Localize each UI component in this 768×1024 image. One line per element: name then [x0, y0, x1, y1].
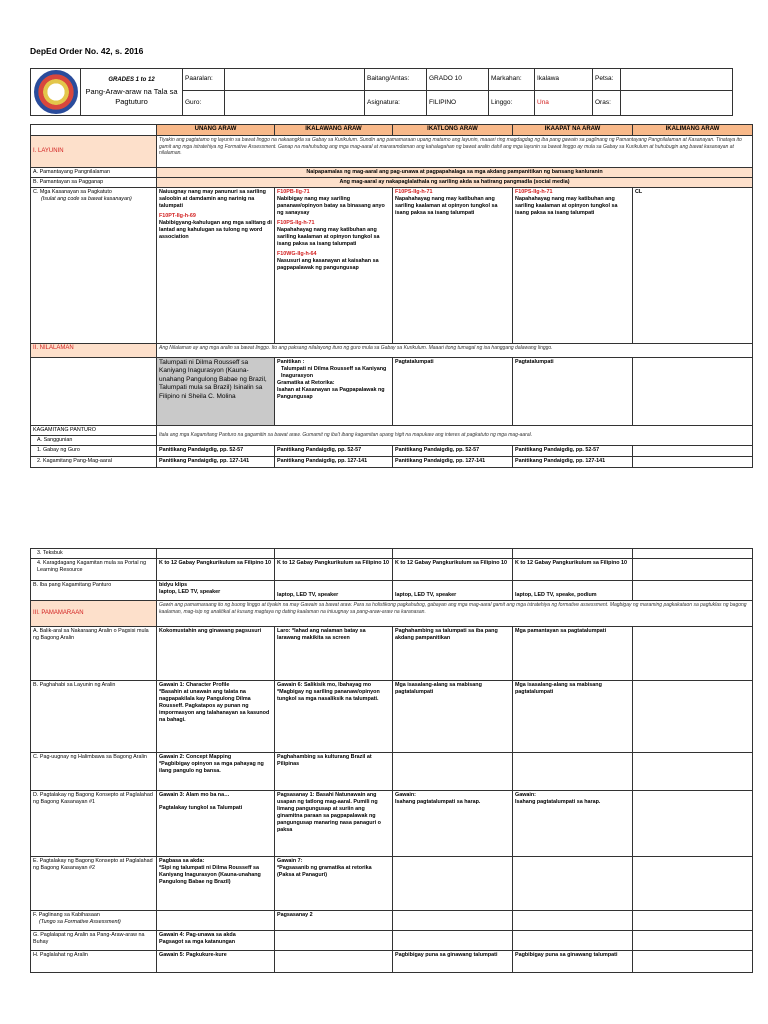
iba-pang-kagamitan-day1-a: bidyu klips: [159, 582, 188, 589]
day-header-row: [31, 125, 753, 136]
pamantayang-pangnilalaman-label: A. Pamantayang Pangnilalaman: [31, 168, 157, 178]
pamamaraan-label: III. PAMAMARAAN: [31, 601, 157, 627]
deped-order: DepEd Order No. 42, s. 2016: [30, 46, 144, 56]
pagtalakay-1-label: D. Pagtalakay ng Bagong Konsepto at Paglalahad ng Bagong Kasanayan #1: [31, 791, 157, 857]
asignatura-value[interactable]: FILIPINO: [427, 90, 489, 115]
teksbuk-row: [31, 549, 753, 559]
pagtalakay-1-day3-text: Isahang pagtatalumpati sa harap.: [395, 799, 481, 806]
paglalahat-label: H. Paglalahat ng Aralin: [31, 951, 157, 973]
paaralan-label: Paaralan:: [183, 69, 225, 91]
day-4-header: IKAAPAT NA ARAW: [513, 125, 633, 136]
nilalaman-day2: [275, 358, 393, 426]
balik-aral-day4: Mga pamantayan sa pagtatalumpati: [513, 627, 633, 681]
paghahabi-day1-title: Gawain 1: Character Profile: [159, 682, 230, 689]
karagdagang-day1: K to 12 Gabay Pangkurikulum sa Filipino 10: [157, 559, 275, 581]
pagtalakay-2-row: [31, 857, 753, 911]
paglalahat-day1: Gawain 5: Pagkukure-kure: [157, 951, 275, 973]
kasanayan-day2-text: Nabibigay nang may sariling pananaw/opinyon batay sa binasang anyo ng sanaysay: [277, 196, 385, 217]
pag-uugnay-day2: Paghahambing sa kulturang Brazil at Pilipinas: [275, 753, 393, 791]
nilalaman-day2-a: Panitikan :: [277, 359, 305, 366]
gabay-guro-day4: Panitikang Pandaigdig, pp. 52-57: [513, 446, 633, 457]
pagtalakay-2-label: E. Pagtalakay ng Bagong Konsepto at Paglalahad ng Bagong Kasanayan #2: [31, 857, 157, 911]
pamamaraan-row: [31, 601, 753, 627]
kagamitang-mag-aaral-day2: Panitikang Pandaigdig, pp. 127-141: [275, 457, 393, 468]
paghahabi-day3: Mga isasalang-alang sa mabisang pagtatalumpati: [393, 681, 513, 753]
nilalaman-label: II. NILALAMAN: [31, 344, 157, 358]
kagamitang-mag-aaral-day1: Panitikang Pandaigdig, pp. 127-141: [157, 457, 275, 468]
paglalapat-day1-text: Pagsagot sa mga katanungan: [159, 939, 236, 946]
deped-seal-icon: [34, 70, 78, 114]
layunin-desc: Tiyakin ang pagtatamo ng layunin sa bawat linggo na nakaangkla sa Gabay sa Kurikulum. Sundin ang pamamaraan upang matamo ang layunin, maaari ring magdagdag ng iba pang gawain sa paglinang ng Pamantayang Pangnilalaman at Kasanayan. Tinataya ito gamit ang mga istratehiya ng Formative Assessment. Ganap na mahuhubog ang mga mag-aaral at mararamdaman ang kahalagahan ng bawat aralin dahil ang mga layunin sa bawat linggo ay mula sa Gabay sa Kurikulum at huhubugin ang bawat kasanayan at nilalaman.: [157, 136, 753, 168]
paghahabi-day2-text: *Magbigay ng sariling pananaw/opinyon tungkol sa mga nasaliksik na talumpati.: [277, 689, 380, 703]
kasanayan-day2-code2: F10PS-IIg-h-71: [277, 220, 315, 227]
paghahabi-label: B. Paghahabi sa Layunin ng Aralin: [31, 681, 157, 753]
gabay-guro-day2: Panitikang Pandaigdig, pp. 52-57: [275, 446, 393, 457]
kasanayan-day2-code3: F10WG-IIg-h-64: [277, 251, 317, 258]
asignatura-label: Asignatura:: [365, 90, 427, 115]
nilalaman-day2-d: Isahan at Kasanayan sa Pagpapalawak ng Pangungusap: [277, 387, 385, 401]
pamantayan-pagganap-value: Ang mag-aaral ay nakapaglalathala ng sariling akda sa hatirang pangmadla (social media): [157, 178, 753, 188]
paglalahat-day4: Pagbibigay puna sa ginawang talumpati: [513, 951, 633, 973]
layunin-label: I. LAYUNIN: [31, 136, 157, 168]
kasanayan-day4-code: F10PS-IIg-h-71: [515, 189, 553, 196]
nilalaman-desc: Ang Nilalaman ay ang mga aralin sa bawat linggo. Ito ang paksang nilalayong ituro ng guro mula sa Gabay sa Kurikulum. Maaari itong tumagal ng isa hanggang dalawang linggo.: [157, 344, 753, 358]
kagamitan-desc: Itala ang mga Kagamitang Panturo na gagamitin sa bawat araw. Gumamit ng iba't ibang kagamitan upang higit na mapukaw ang interes at pagkatuto ng mga mag-aaral.: [157, 426, 753, 446]
kasanayan-day3-text: Napahahayag nang may katibuhan ang sariling kaalaman at opinyon tungkol sa isang paksa sa isang talumpati: [395, 196, 498, 217]
pamamaraan-desc: Gawin ang pamamaraang ito ng buong linggo at tiyakin na may Gawain sa bawat araw. Para sa holistikong pagkahubog, gabayan ang mga mag-aaral gamit ang mga istratehiya ng formative assessment. Magbigay ng maraming pagkakataon sa pagtuklas ng bagong kaalaman, mag-isip ng analitikal at kusang magtaya ng dating kaalaman na iniuugnay sa pang-araw-araw na karanasan.: [157, 601, 753, 627]
dll-table-part2: [30, 548, 753, 973]
kagamitang-mag-aaral-day4: Panitikang Pandaigdig, pp. 127-141: [513, 457, 633, 468]
title-cell: [81, 69, 183, 116]
paaralan-value[interactable]: [225, 69, 365, 91]
day-3-header: IKATLONG ARAW: [393, 125, 513, 136]
pagtalakay-1-day4-text: Isahang pagtatalumpati sa harap.: [515, 799, 601, 806]
baitang-value[interactable]: GRADO 10: [427, 69, 489, 91]
day-5-header: IKALIMANG ARAW: [633, 125, 753, 136]
iba-pang-kagamitan-row: [31, 581, 753, 601]
pagtalakay-1-row: [31, 791, 753, 857]
grades-label: GRADES 1 to 12: [108, 77, 155, 84]
kasanayan-day2-code: F10PB-IIg-71: [277, 189, 310, 196]
balik-aral-label: A. Balik-aral sa Nakaraang Aralin o Pagsisi mula ng Bagong Aralin: [31, 627, 157, 681]
pamantayang-pangnilalaman-value: Naipapamalas ng mag-aaral ang pag-unawa at pagpapahalaga sa mga akdang pampanitikan ng bansang kanluranin: [157, 168, 753, 178]
gabay-guro-day3: Panitikang Pandaigdig, pp. 52-57: [393, 446, 513, 457]
pagtalakay-1-day1: [157, 791, 275, 857]
teksbuk-label: 3. Teksbuk: [31, 549, 157, 559]
nilalaman-day4: Pagtatalumpati: [513, 358, 633, 426]
header-table: [30, 68, 733, 116]
paghahabi-day2: [275, 681, 393, 753]
pagtalakay-1-day3-title: Gawain:: [395, 792, 416, 799]
kasanayan-day4: [513, 188, 633, 344]
markahan-value[interactable]: Ikalawa: [535, 69, 593, 91]
linggo-value[interactable]: Una: [535, 90, 593, 115]
seal-cell: [31, 69, 81, 116]
oras-label: Oras:: [593, 90, 621, 115]
balik-aral-row: [31, 627, 753, 681]
iba-pang-kagamitan-day1: [157, 581, 275, 601]
kasanayan-day2-text3: Nasusuri ang kasanayan at kaisahan sa pagpapalawak ng pangungusap: [277, 258, 379, 272]
nilalaman-day2-c: Gramatika at Retorika:: [277, 380, 335, 387]
gabay-guro-day1: Panitikang Pandaigdig, pp. 52-57: [157, 446, 275, 457]
pagtalakay-1-day2: Pagsasanay 1: Basahi Natunawain ang usapan ng tatlong mag-aaral. Pumili ng limang pangungusap at suriin ang ginamitna paraan sa pagpapalawak ng pangungusap manaring nasa panaguri o paksa: [275, 791, 393, 857]
iba-pang-kagamitan-label: B. Iba pang Kagamitang Panturo: [31, 581, 157, 601]
karagdagang-day3: K to 12 Gabay Pangkurikulum sa Filipino 10: [393, 559, 513, 581]
petsa-value[interactable]: [621, 69, 733, 91]
pag-uugnay-day1: [157, 753, 275, 791]
nilalaman-day2-b: Talumpati ni Dilma Rousseff sa Kaniyang Inagurasyon: [281, 366, 387, 380]
karagdagang-row: [31, 559, 753, 581]
guro-label: Guro:: [183, 90, 225, 115]
baitang-label: Baitang/Antas:: [365, 69, 427, 91]
kasanayan-day3-code: F10PS-IIg-h-71: [395, 189, 433, 196]
paglalahat-row: [31, 951, 753, 973]
kasanayan-day1-code: F10PT-IIg-h-69: [159, 213, 196, 220]
pag-uugnay-day1-text: *Pagbibigay opinyon sa mga pahayag ng ilang pangulo ng bansa.: [159, 761, 264, 775]
paghahabi-day4: Mga isasalang-alang sa mabisang pagtatalumpati: [513, 681, 633, 753]
linggo-label: Linggo:: [489, 90, 535, 115]
kagamitang-mag-aaral-label: 2. Kagamitang Pang-Mag-aaral: [31, 457, 157, 468]
iba-pang-kagamitan-day4: laptop, LED TV, speake, podium: [513, 581, 633, 601]
paglinang-day2: Pagsasanay 2: [275, 911, 393, 931]
kasanayan-day2: [275, 188, 393, 344]
markahan-label: Markahan:: [489, 69, 535, 91]
kasanayan-day1-text: Naiuugnay nang may panunuri sa sariling saloobin at damdamin ang narinig na talumpati: [159, 189, 266, 210]
pagtalakay-2-day1: [157, 857, 275, 911]
balik-aral-day1: Kokomustahin ang ginawang pagsusuri: [157, 627, 275, 681]
nilalaman-day3: Pagtatalumpati: [393, 358, 513, 426]
pag-uugnay-day1-title: Gawain 2: Concept Mapping: [159, 754, 232, 761]
sanggunian-label: A. Sanggunian: [31, 436, 157, 446]
kasanayan-day3: [393, 188, 513, 344]
kagamitang-mag-aaral-day3: Panitikang Pandaigdig, pp. 127-141: [393, 457, 513, 468]
paglalapat-label: G. Paglalapat ng Aralin sa Pang-Araw-araw na Buhay: [31, 931, 157, 951]
kasanayan-label: C. Mga Kasanayan sa Pagkatuto: [33, 189, 112, 196]
pag-uugnay-row: [31, 753, 753, 791]
iba-pang-kagamitan-day3: laptop, LED TV, speaker: [393, 581, 513, 601]
kagamitang-mag-aaral-row: [31, 457, 753, 468]
kasanayan-label-cell: [31, 188, 157, 344]
petsa-label: Petsa:: [593, 69, 621, 91]
karagdagang-day4: K to 12 Gabay Pangkurikulum sa Filipino 10: [513, 559, 633, 581]
kasanayan-row: [31, 188, 753, 344]
dll-table-part1: [30, 124, 753, 468]
pagtalakay-2-day2-text: *Pagsasanib ng gramatika at retorika (Paksa at Panaguri): [277, 865, 372, 879]
pagtalakay-1-day4: [513, 791, 633, 857]
pagtalakay-2-day2-title: Gawain 7:: [277, 858, 303, 865]
kasanayan-sub: (Isulat ang code sa bawat kasanayan): [41, 196, 132, 203]
kasanayan-day1: [157, 188, 275, 344]
paglalapat-row: [31, 931, 753, 951]
paghahabi-row: [31, 681, 753, 753]
pamantayan-pagganap-label: B. Pamantayan sa Pagganap: [31, 178, 157, 188]
gabay-guro-label: 1. Gabay ng Guro: [31, 446, 157, 457]
kasanayan-day4-text: Napahahayag nang may katibuhan ang sariling kaalaman at opinyon tungkol sa isang paksa sa isang talumpati: [515, 196, 618, 217]
paghahabi-day1-text: *Basahin at unawain ang talata na nagpapakilala kay Pangulong Dilma Rousseff. Pagkatapos ay punan ng impormasyon ang talahanayan sa kasunod na bahagi.: [159, 689, 270, 724]
pagtalakay-1-day1-text: Pagtalakay tungkol sa Talumpati: [159, 805, 243, 812]
paglinang-label: F. Paglinang sa Kabihasaan: [33, 912, 100, 919]
paglinang-label-cell: [31, 911, 157, 931]
guro-value[interactable]: [225, 90, 365, 115]
pagtalakay-2-day1-title: Pagbasa sa akda:: [159, 858, 205, 865]
paglalahat-day3: Pagbibigay puna sa ginawang talumpati: [393, 951, 513, 973]
paglalapat-day1-title: Gawain 4: Pag-unawa sa akda: [159, 932, 236, 939]
paghahabi-day2-title: Gawain 6: Salikisik mo, Ibahayag mo: [277, 682, 372, 689]
pagtalakay-2-day1-text: *Sipi ng talumpati ni Dilma Rousseff sa Kaniyang Inagurasyon (Kauna-unahang Pangulong Babae ng Brazil): [159, 865, 261, 886]
paglalapat-day1: [157, 931, 275, 951]
layunin-row: [31, 136, 753, 168]
pagtalakay-1-day1-title: Gawain 3: Alam mo ba na…: [159, 792, 230, 799]
day-1-header: UNANG ARAW: [157, 125, 275, 136]
paghahabi-day1: [157, 681, 275, 753]
pagtalakay-2-day2: [275, 857, 393, 911]
nilalaman-row: [31, 344, 753, 358]
oras-value[interactable]: [621, 90, 733, 115]
paglinang-row: [31, 911, 753, 931]
balik-aral-day3: Paghahambing sa talumpati sa iba pang akdang pampanitikan: [393, 627, 513, 681]
pagtalakay-1-day3: [393, 791, 513, 857]
pag-uugnay-label: C. Pag-uugnay ng Halimbawa sa Bagong Aralin: [31, 753, 157, 791]
karagdagang-label: 4. Karagdagang Kagamitan mula sa Portal ng Learning Resource: [31, 559, 157, 581]
pagtalakay-1-day4-title: Gawain:: [515, 792, 536, 799]
nilalaman-content-row: [31, 358, 753, 426]
kagamitan-label: KAGAMITANG PANTURO: [31, 426, 157, 436]
gabay-guro-row: [31, 446, 753, 457]
iba-pang-kagamitan-day2: laptop, LED TV, speaker: [275, 581, 393, 601]
karagdagang-day2: K to 12 Gabay Pangkurikulum sa Filipino 10: [275, 559, 393, 581]
nilalaman-day1: Talumpati ni Dilma Rousseff sa Kaniyang Inagurasyon (Kauna-unahang Pangulong Babae ng Brazil, Talumpati mula sa Brazil) Isinalin sa Filipino ni Sheila C. Molina: [157, 358, 275, 426]
balik-aral-day2: Laro: *Iahad ang nalaman batay sa larawang makikita sa screen: [275, 627, 393, 681]
iba-pang-kagamitan-day1-b: laptop, LED TV, speaker: [159, 589, 221, 596]
form-title: Pang-Araw-araw na Tala sa Pagtuturo: [85, 87, 178, 106]
day-2-header: IKALAWANG ARAW: [275, 125, 393, 136]
kasanayan-day1-text2: Nabibigyang-kahulugan ang mga salitang di lantad ang kahulugan sa tulong ng word association: [159, 220, 272, 241]
kasanayan-day5: CL: [633, 188, 753, 344]
paglinang-sub: (Tungo sa Formative Assessment): [39, 919, 121, 926]
kasanayan-day2-text2: Napahahayag nang may katibuhan ang sariling kaalaman at opinyon tungkol sa isang paksa sa isang talumpati: [277, 227, 380, 248]
